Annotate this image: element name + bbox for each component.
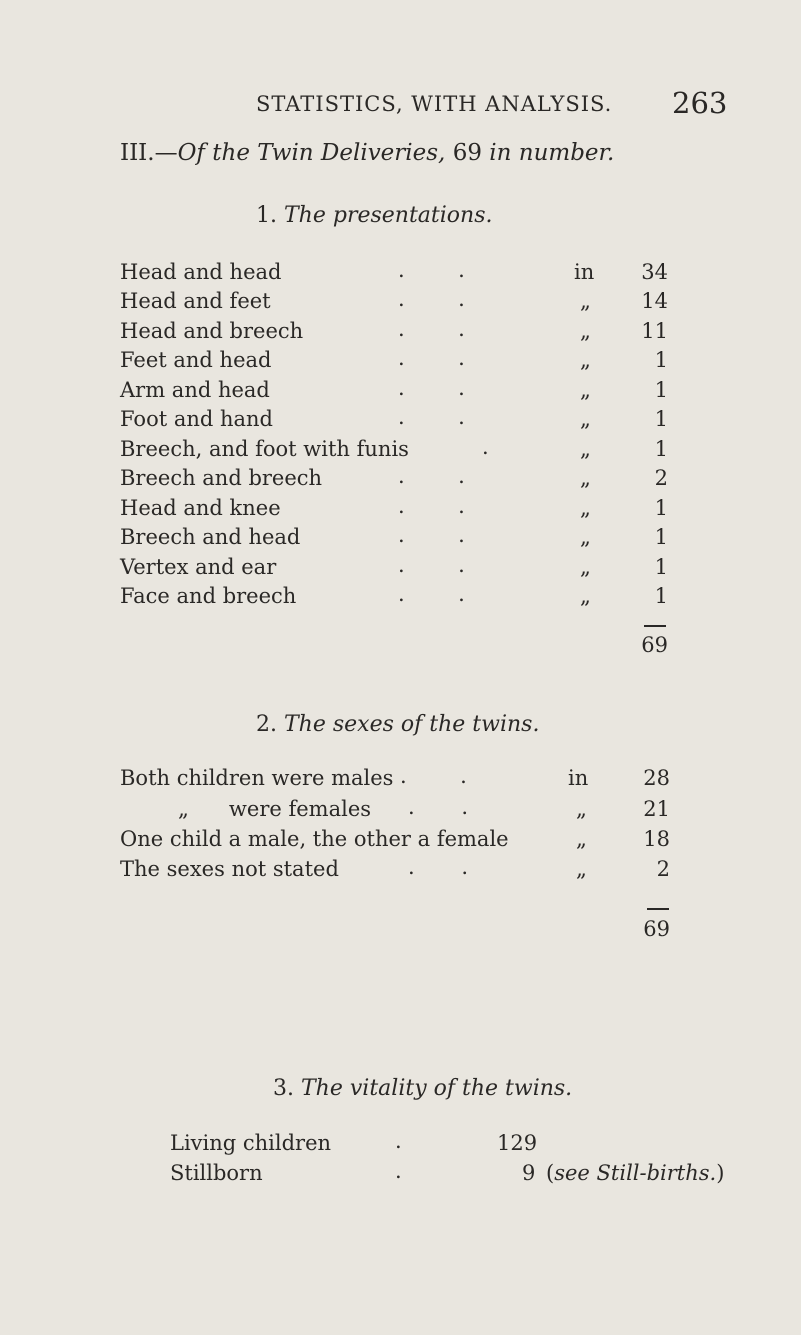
ditto-mark: „	[580, 319, 591, 343]
section-1-number: 1.	[256, 203, 277, 228]
table-row-label: Breech and head	[120, 525, 301, 549]
leader-dots: . .	[398, 405, 465, 429]
table-row-label: One child a male, the other a female	[120, 827, 509, 851]
table-row-label: Vertex and ear	[120, 555, 277, 579]
leader-dots: . .	[408, 855, 469, 879]
table-row-label: Head and knee	[120, 496, 281, 520]
count-value: 1	[654, 496, 668, 520]
count-value: 2	[654, 466, 668, 490]
count-value: 1	[654, 348, 668, 372]
ditto-mark: „	[580, 378, 591, 402]
count-value: 1	[654, 407, 668, 431]
section-2-title: The sexes of the twins.	[284, 712, 540, 737]
leader-dots: . .	[398, 523, 465, 547]
leader-dots: .	[482, 435, 489, 459]
leader-dots: .	[395, 1159, 402, 1183]
note-open-paren: (	[546, 1161, 555, 1185]
section-3-title: The vitality of the twins.	[301, 1076, 573, 1101]
in-marker: in	[568, 766, 589, 790]
table-row-label: The sexes not stated	[120, 857, 339, 881]
leader-dots: . .	[398, 464, 465, 488]
section-1-title: The presentations.	[284, 203, 493, 228]
table-row-label: Living children	[170, 1131, 332, 1155]
table-row-label: Stillborn	[170, 1161, 263, 1185]
count-value: 1	[654, 378, 668, 402]
ditto-mark: „	[576, 797, 587, 821]
section-3-number: 3.	[273, 1076, 294, 1101]
count-value: 1	[654, 525, 668, 549]
stillbirths-note	[546, 1161, 724, 1185]
count-value: 14	[641, 289, 668, 313]
table-row-label: Head and feet	[120, 289, 271, 313]
section-2-heading	[256, 712, 539, 737]
ditto-mark: „	[580, 525, 591, 549]
total-rule	[644, 625, 666, 627]
ditto-mark: „	[580, 437, 591, 461]
table-row-label: Both children were males	[120, 766, 394, 790]
table-row-label: Breech, and foot with funis	[120, 437, 409, 461]
note-see: see	[554, 1161, 590, 1185]
ditto-mark: „	[580, 289, 591, 313]
leader-dots: . .	[398, 346, 465, 370]
leader-dots: . .	[400, 764, 467, 788]
leader-dots: . .	[408, 795, 469, 819]
total-rule	[647, 908, 669, 910]
ditto-mark: „	[576, 827, 587, 851]
count-value: 1	[654, 437, 668, 461]
ditto-mark: „	[576, 857, 587, 881]
table-row-label: Breech and breech	[120, 466, 323, 490]
page-number: 263	[672, 86, 728, 120]
running-head: STATISTICS, WITH ANALYSIS.	[256, 92, 613, 116]
table-row-label: Foot and hand	[120, 407, 273, 431]
count-value: 21	[643, 797, 670, 821]
section-2-number: 2.	[256, 712, 277, 737]
count-value: 129	[497, 1131, 538, 1155]
count-value: 18	[643, 827, 670, 851]
count-value: 1	[654, 555, 668, 579]
ditto-mark: „	[580, 496, 591, 520]
ditto-mark: „	[580, 555, 591, 579]
count-value: 34	[641, 260, 668, 284]
ditto-mark: „	[580, 348, 591, 372]
leader-dots: . .	[398, 494, 465, 518]
total-value: 69	[641, 633, 668, 657]
table-row-label: Face and breech	[120, 584, 297, 608]
note-close-paren: )	[716, 1161, 725, 1185]
leader-dots: . .	[398, 258, 465, 282]
in-marker: in	[574, 260, 595, 284]
title-prefix: III.—	[120, 140, 178, 166]
leader-dots: . .	[398, 553, 465, 577]
table-title	[120, 140, 614, 166]
leader-dots: . .	[398, 582, 465, 606]
leader-dots: . .	[398, 376, 465, 400]
title-italic: Of the Twin Deliveries,	[177, 140, 446, 166]
count-value: 11	[641, 319, 668, 343]
leader-dots: . .	[398, 287, 465, 311]
count-value: 2	[656, 857, 670, 881]
note-reference: Still-births.	[596, 1161, 717, 1185]
table-row-label: Arm and head	[120, 378, 270, 402]
count-value: 28	[643, 766, 670, 790]
table-row-label: Feet and head	[120, 348, 272, 372]
section-1-heading	[256, 203, 492, 228]
leader-dots: .	[395, 1129, 402, 1153]
count-value: 9	[522, 1161, 536, 1185]
leader-dots: . .	[398, 317, 465, 341]
table-row-label: Head and head	[120, 260, 282, 284]
ditto-mark: „	[580, 466, 591, 490]
table-row-label: Head and breech	[120, 319, 304, 343]
ditto-mark: „	[580, 407, 591, 431]
table-row-label: „ were females	[178, 797, 372, 821]
title-suffix: in number.	[489, 140, 615, 166]
ditto-mark: „	[580, 584, 591, 608]
section-3-heading	[273, 1076, 572, 1101]
title-number: 69	[452, 140, 482, 166]
count-value: 1	[654, 584, 668, 608]
total-value: 69	[643, 917, 670, 941]
